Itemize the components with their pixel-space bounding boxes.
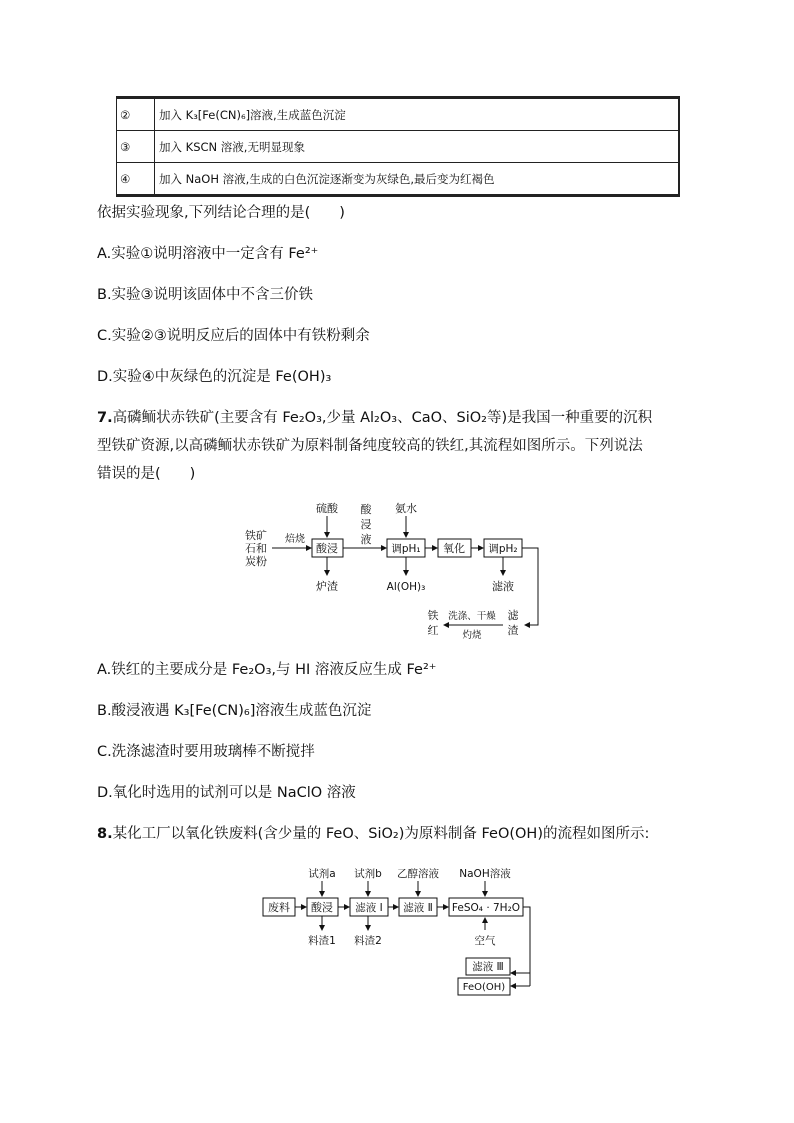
ethanol-label: 乙醇溶液 [397,868,439,880]
table-row [117,131,680,163]
iron-red-label: 红 [427,624,439,637]
filtrate-label: 滤液 [492,580,514,593]
table-row [117,163,680,196]
residue-label: 滤 [507,609,519,622]
oxidize-label: 氧化 [443,542,465,555]
question-text: 某化工厂以氧化铁废料(含少量的 FeO、SiO₂)为原料制备 FeO(OH)的流程如图所示: [112,826,650,842]
filtrate1-label: 滤液 Ⅰ [355,902,383,914]
option-b: B.酸浸液遇 K₃[Fe(CN)₆]溶液生成蓝色沉淀 [97,703,372,719]
leachate-label: 酸 [360,503,372,516]
filtrate3-label: 滤液 Ⅲ [472,961,504,973]
experiment-number: ② [117,98,155,131]
experiment-content: 加入 NaOH 溶液,生成的白色沉淀逐渐变为灰绿色,最后变为红褐色 [155,163,680,196]
question-6-stem: 依据实验现象,下列结论合理的是( ) [97,205,345,221]
question-7-line-3: 错误的是( ) [97,466,196,482]
acid-leach-label: 酸浸 [311,901,333,914]
option-a: A.实验①说明溶液中一定含有 Fe²⁺ [97,246,319,262]
experiment-number: ③ [117,131,155,163]
feso4-label: FeSO₄ · 7H₂O [451,902,521,914]
product-label: FeO(OH) [462,982,506,993]
question-7-line-1 [97,408,652,428]
feooh-flow-diagram [258,862,548,998]
question-7-line-2: 型铁矿资源,以高磷鲕状赤铁矿为原料制备纯度较高的铁红,其流程如图所示。下列说法 [97,438,643,454]
question-number: 7. [97,410,113,426]
experiment-table [116,96,680,197]
sulfuric-acid-label: 硫酸 [316,502,338,515]
reagent-b-label: 试剂b [354,868,382,880]
option-c: C.洗涤滤渣时要用玻璃棒不断搅拌 [97,744,315,760]
adjust-ph1-label: 调pH₁ [391,543,421,555]
aloh3-label: Al(OH)₃ [386,581,426,593]
question-8-stem [97,824,649,844]
leachate-label: 液 [360,533,372,546]
ore-label: 石和 [245,542,267,555]
option-d: D.氧化时选用的试剂可以是 NaClO 溶液 [97,785,356,801]
ammonia-label: 氨水 [395,502,417,515]
iron-red-flow-diagram [240,495,560,645]
reagent-a-label: 试剂a [308,868,336,880]
option-d: D.实验④中灰绿色的沉淀是 Fe(OH)₃ [97,369,332,385]
residue1-label: 料渣1 [308,935,336,947]
iron-red-label: 铁 [427,609,439,622]
waste-label: 废料 [268,901,290,914]
calcine-label: 灼烧 [462,630,482,641]
ore-label: 铁矿 [245,529,267,542]
experiment-content: 加入 KSCN 溶液,无明显现象 [155,131,680,163]
residue2-label: 料渣2 [354,935,382,947]
adjust-ph2-label: 调pH₂ [488,543,518,555]
experiment-content: 加入 K₃[Fe(CN)₆]溶液,生成蓝色沉淀 [155,98,680,131]
option-b: B.实验③说明该固体中不含三价铁 [97,287,314,303]
slag-label: 炉渣 [316,580,338,593]
leachate-label: 浸 [360,518,372,531]
residue-label: 渣 [507,624,519,637]
experiment-number: ④ [117,163,155,196]
roast-label: 焙烧 [285,534,305,545]
ore-label: 炭粉 [245,555,267,568]
question-text: 高磷鲕状赤铁矿(主要含有 Fe₂O₃,少量 Al₂O₃、CaO、SiO₂等)是我国一种重要的沉积 [112,410,653,426]
table-row [117,98,680,131]
wash-dry-label: 洗涤、干燥 [448,611,496,622]
filtrate2-label: 滤液 Ⅱ [403,902,433,914]
air-label: 空气 [474,935,496,947]
option-c: C.实验②③说明反应后的固体中有铁粉剩余 [97,328,370,344]
acid-leach-label: 酸浸 [316,542,338,555]
question-number: 8. [97,826,113,842]
naoh-label: NaOH溶液 [459,868,511,880]
option-a: A.铁红的主要成分是 Fe₂O₃,与 HI 溶液反应生成 Fe²⁺ [97,662,437,678]
